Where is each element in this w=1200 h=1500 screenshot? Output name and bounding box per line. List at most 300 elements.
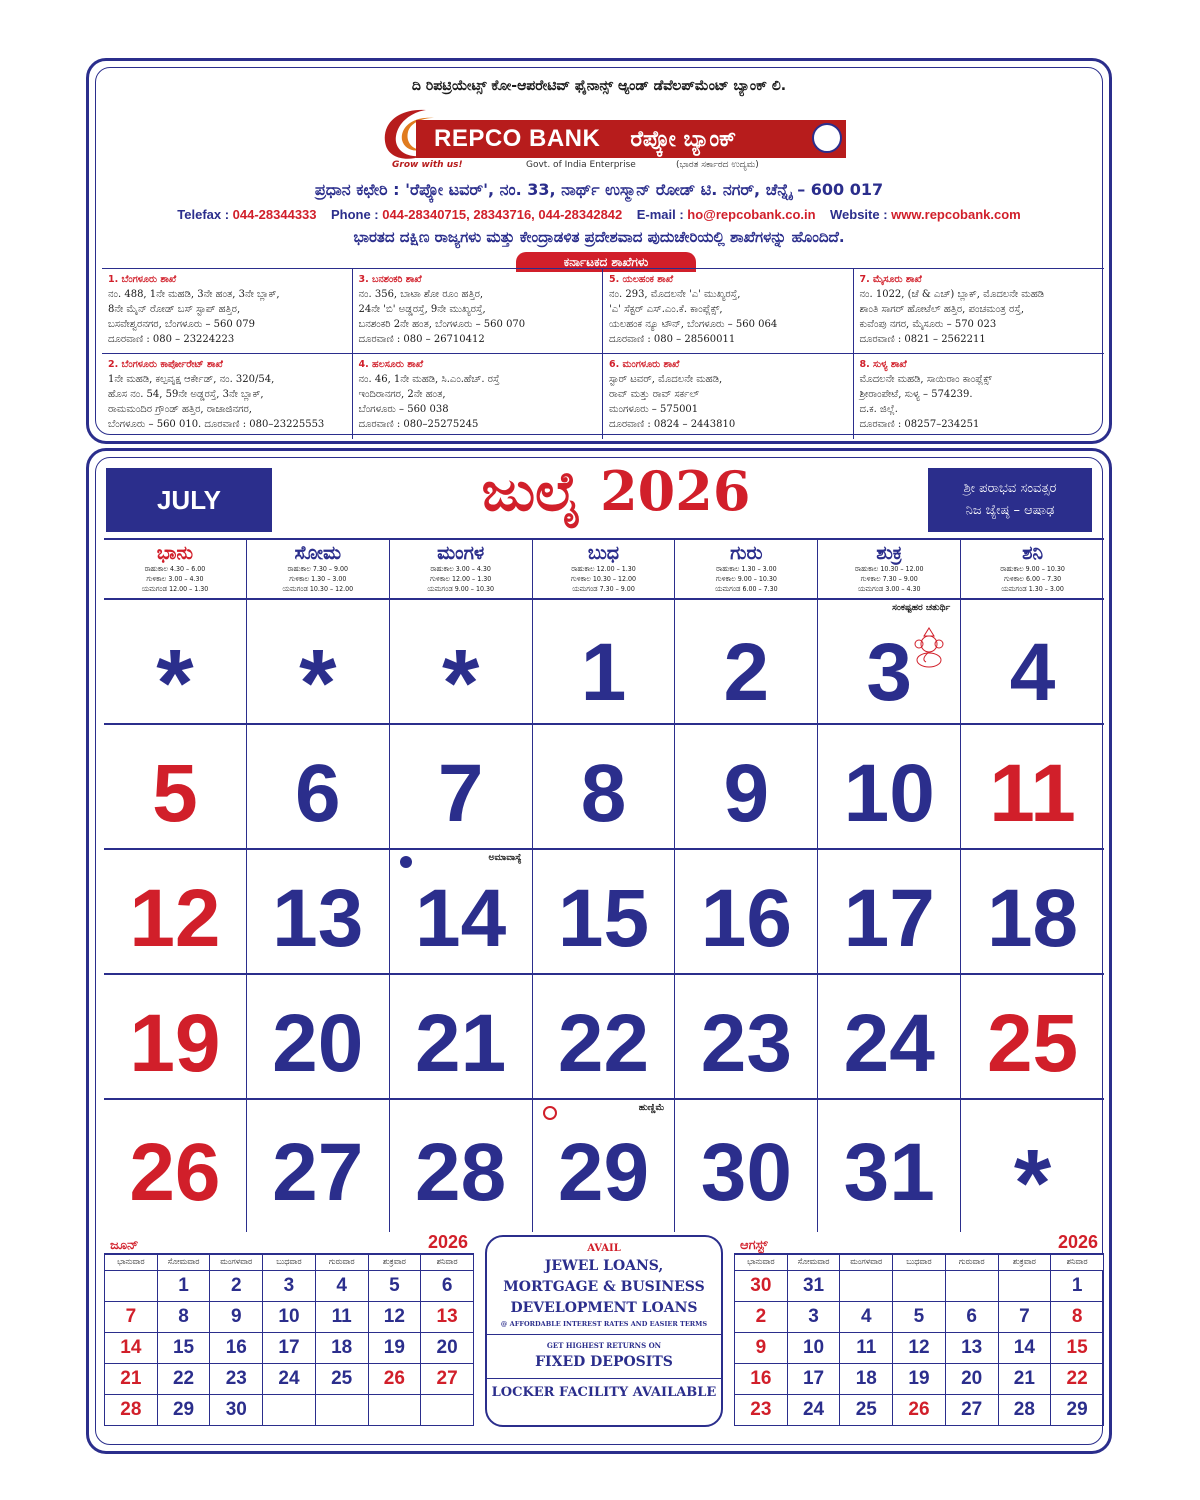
ad-loans-line: JEWEL LOANS, xyxy=(544,1258,664,1274)
mini-day xyxy=(368,1394,421,1425)
branch-card xyxy=(353,354,604,439)
mini-day: 6 xyxy=(945,1301,998,1332)
day-cell xyxy=(247,975,390,1098)
weekday-time: ಯಮಗಂಡ 1.30 – 3.00 xyxy=(1001,585,1064,593)
branch-line: ನಂ. 1022, (ಜೆ & ಎಚ್) ಬ್ಲಾಕ್, ಮೊದಲನೇ ಮಹಡಿ xyxy=(859,289,1045,300)
day-cell xyxy=(961,725,1104,848)
mini-weekday: ಗುರುವಾರ xyxy=(315,1254,368,1270)
mini-day: 10 xyxy=(263,1301,316,1332)
branch-line: ದೂರವಾಣಿ : 080 – 23224223 xyxy=(108,334,235,345)
weekday-header xyxy=(675,540,818,598)
weekday-time: ಗುಳಿಕಾಲ 12.00 – 1.30 xyxy=(430,575,492,583)
week-row xyxy=(104,850,1104,975)
day-number: 25 xyxy=(986,997,1079,1089)
mini-day: 25 xyxy=(315,1363,368,1394)
contact-line xyxy=(96,207,1102,222)
weekday-time: ಗುಳಿಕಾಲ 1.30 – 3.00 xyxy=(289,575,347,583)
day-number: 19 xyxy=(129,997,221,1089)
mini-weekday: ಭಾನುವಾರ xyxy=(105,1254,158,1270)
mini-day: 31 xyxy=(787,1270,840,1301)
govt-enterprise-kn: (ಭಾರತ ಸರ್ಕಾರದ ಉದ್ಯಮ) xyxy=(676,160,759,170)
day-cell xyxy=(675,600,818,732)
day-number: 18 xyxy=(986,872,1079,964)
branch-line: ರಾವ್ ಮತ್ತು ರಾವ್ ಸರ್ಕಲ್ xyxy=(609,389,700,400)
branch-line: ದೂರವಾಣಿ : 080–25275245 xyxy=(358,419,479,430)
day-cell xyxy=(818,1100,961,1232)
weekday-time: ರಾಹುಕಾಲ 1.30 – 3.00 xyxy=(716,565,777,573)
day-number: 28 xyxy=(415,1127,507,1218)
mini-calendar-august xyxy=(734,1229,1104,1426)
loan-advert xyxy=(485,1235,723,1427)
mini-day: 27 xyxy=(945,1394,998,1425)
weekday-header xyxy=(961,540,1104,598)
mini-table xyxy=(734,1253,1104,1426)
mini-day: 29 xyxy=(1051,1394,1104,1425)
mini-day: 21 xyxy=(105,1363,158,1394)
mini-day: 23 xyxy=(210,1363,263,1394)
branch-line: ಶಾಂತಿ ಸಾಗರ್ ಹೋಟೆಲ್ ಹತ್ತಿರ, ಪಂಚಮಂತ್ರ ರಸ್ತೆ, xyxy=(859,304,1025,315)
day-number: 14 xyxy=(415,872,507,964)
day-cell xyxy=(533,850,676,973)
mini-year: 2026 xyxy=(1057,1232,1098,1252)
ad-locker: LOCKER FACILITY AVAILABLE xyxy=(487,1378,721,1400)
weekday-time: ಗುಳಿಕಾಲ 3.00 – 4.30 xyxy=(146,575,204,583)
branch-line: ಬನಶಂಕರಿ 2ನೇ ಹಂತ, ಬೆಂಗಳೂರು – 560 070 xyxy=(358,319,526,330)
mini-day: 12 xyxy=(368,1301,421,1332)
mini-day: 28 xyxy=(998,1394,1051,1425)
day-note: ಹುಣ್ಣಿಮೆ xyxy=(638,1103,665,1113)
mini-calendar-june xyxy=(104,1229,474,1426)
day-cell xyxy=(961,975,1104,1098)
telefax-label: Telefax : xyxy=(177,207,233,222)
weekday-header xyxy=(247,540,390,598)
branch-line: 'ಎ' ಸೆಕ್ಟರ್ ಎಸ್.ಎಂ.ಕೆ. ಕಾಂಪ್ಲೆಕ್ಸ್, xyxy=(609,304,723,315)
branch-grid xyxy=(102,268,1104,439)
mini-week-row xyxy=(105,1332,474,1363)
day-number: 12 xyxy=(129,872,221,964)
day-cell xyxy=(961,850,1104,973)
day-note: ಅಮಾವಾಸ್ಯೆ xyxy=(488,853,522,863)
day-number: 7 xyxy=(437,747,484,839)
day-number: 3 xyxy=(866,627,913,718)
day-cell xyxy=(390,975,533,1098)
branch-line: ಯಲಹಂಕ ನ್ಯೂ ಟೌನ್, ಬೆಂಗಳೂರು – 560 064 xyxy=(609,319,778,330)
mini-day: 3 xyxy=(263,1270,316,1301)
telefax-value: 044-28344333 xyxy=(232,207,317,222)
day-number: 23 xyxy=(700,997,792,1089)
mini-weekday: ಶುಕ್ರವಾರ xyxy=(998,1254,1051,1270)
branch-line: ಶ್ರೀರಾಂಪೇಟೆ, ಸುಳ್ಯ – 574239. xyxy=(859,389,973,400)
branch-line: ನಂ. 293, ಮೊದಲನೇ 'ಎ' ಮುಖ್ಯರಸ್ತೆ, xyxy=(609,289,741,300)
branch-title: 7. ಮೈಸೂರು ಶಾಖೆ xyxy=(859,274,922,285)
mini-weekday: ಗುರುವಾರ xyxy=(945,1254,998,1270)
mini-day: 11 xyxy=(315,1301,368,1332)
weekday-time: ಗುಳಿಕಾಲ 6.00 – 7.30 xyxy=(1003,575,1062,583)
weekday-name: ಬುಧ xyxy=(587,542,620,564)
mini-weekday: ಸೋಮವಾರ xyxy=(157,1254,210,1270)
weekday-time: ಯಮಗಂಡ 3.00 – 4.30 xyxy=(857,585,921,593)
ad-fd: FIXED DEPOSITS xyxy=(535,1354,673,1370)
week-row xyxy=(104,600,1104,737)
ad-fd-pre: GET HIGHEST RETURNS ON xyxy=(546,1341,662,1350)
mini-day: 16 xyxy=(210,1332,263,1363)
branch-line: ನಂ. 46, 1ನೇ ಮಹಡಿ, ಸಿ.ಎಂ.ಹೆಚ್. ರಸ್ತೆ xyxy=(358,374,500,385)
mini-day: 14 xyxy=(998,1332,1051,1363)
month-grid xyxy=(104,538,1104,1237)
branch-line: ನಂ. 356, ಬಾಟಾ ಶೋ ರೂಂ ಹತ್ತಿರ, xyxy=(358,289,484,300)
samvat-year: ಶ್ರೀ ಪರಾಭವ ಸಂವತ್ಸರ xyxy=(963,481,1057,496)
weekday-name: ಶುಕ್ರ xyxy=(876,542,903,564)
mini-table xyxy=(104,1253,474,1426)
mini-day: 30 xyxy=(735,1270,788,1301)
mini-day: 23 xyxy=(735,1394,788,1425)
day-number: 1 xyxy=(580,627,627,718)
mini-day: 28 xyxy=(105,1394,158,1425)
day-cell xyxy=(247,725,390,848)
branch-line: ಬಸವೇಶ್ವರನಗರ, ಬೆಂಗಳೂರು – 560 079 xyxy=(108,319,256,330)
mini-week-row xyxy=(105,1301,474,1332)
samvat-box xyxy=(928,468,1092,532)
day-cell xyxy=(104,850,247,973)
day-number: 31 xyxy=(843,1127,935,1218)
weekday-time: ರಾಹುಕಾಲ 3.00 – 4.30 xyxy=(430,565,491,573)
weekday-header xyxy=(104,540,247,598)
day-number: 2 xyxy=(723,627,770,718)
mini-weekday: ಬುಧವಾರ xyxy=(263,1254,316,1270)
day-cell xyxy=(533,975,676,1098)
day-number: 27 xyxy=(272,1127,364,1218)
branch-line: ದ.ಕ. ಜಿಲ್ಲೆ. xyxy=(859,404,898,415)
phone-value: 044-28340715, 28343716, 044-28342842 xyxy=(382,207,623,222)
branch-line: ಬೆಂಗಳೂರು – 560 038 xyxy=(358,404,449,415)
email-value: ho@repcobank.co.in xyxy=(687,207,816,222)
day-number: 26 xyxy=(129,1127,221,1218)
day-number: * xyxy=(1013,1130,1052,1237)
branch-line: ರಾಮಮಂದಿರ ಗ್ರೌಂಡ್ ಹತ್ತಿರ, ರಾಜಾಜಿನಗರ, xyxy=(108,404,252,415)
mini-day: 15 xyxy=(157,1332,210,1363)
branch-line: ಇಂದಿರಾನಗರ, 2ನೇ ಹಂತ, xyxy=(358,389,446,400)
mini-day: 15 xyxy=(1051,1332,1104,1363)
weekday-time: ರಾಹುಕಾಲ 9.00 – 10.30 xyxy=(1000,565,1065,573)
mini-week-row xyxy=(105,1270,474,1301)
brand-bar xyxy=(416,120,846,158)
mini-day: 3 xyxy=(787,1301,840,1332)
society-name: ದಿ ರಿಪಟ್ರಿಯೇಟ್ಸ್ ಕೋ-ಆಪರೇಟಿವ್ ಫೈನಾನ್ಸ್ ಆ್ಯಂಡ್ ಡೆವೆಲಪ್‌ಮೆಂಟ್ ಬ್ಯಾಂಕ್ ಲಿ. xyxy=(411,78,787,94)
day-number: * xyxy=(441,630,480,737)
day-number: 6 xyxy=(294,747,341,839)
ad-fd-section xyxy=(487,1334,721,1370)
mini-day xyxy=(945,1270,998,1301)
day-number: 30 xyxy=(700,1127,792,1218)
branch-line: 24ನೇ 'ಬಿ' ಅಡ್ಡರಸ್ತೆ, 9ನೇ ಮುಖ್ಯರಸ್ತೆ, xyxy=(358,304,486,315)
karnataka-branches-badge: ಕರ್ನಾಟಕದ ಶಾಖೆಗಳು xyxy=(516,252,696,272)
week-row xyxy=(104,975,1104,1100)
week-row xyxy=(104,725,1104,850)
month-title: ಜುಲೈ 2026 xyxy=(481,459,751,523)
day-cell xyxy=(533,725,676,848)
day-cell xyxy=(533,1100,676,1232)
mini-day: 11 xyxy=(840,1332,893,1363)
day-number: * xyxy=(299,630,337,737)
mini-day: 29 xyxy=(157,1394,210,1425)
day-cell xyxy=(961,600,1104,732)
day-number: 5 xyxy=(152,747,198,839)
govt-enterprise-en: Govt. of India Enterprise xyxy=(526,160,636,170)
mini-day xyxy=(893,1270,946,1301)
branch-card xyxy=(102,354,353,439)
day-number: * xyxy=(156,630,194,737)
day-cell xyxy=(390,1100,533,1232)
ad-loans-line: DEVELOPMENT LOANS xyxy=(510,1300,698,1316)
day-number: 24 xyxy=(843,997,935,1089)
branch-line: ಬೆಂಗಳೂರು – 560 010. ದೂರವಾಣಿ : 080–23225553 xyxy=(108,419,325,430)
weekday-time: ಗುಳಿಕಾಲ 10.30 – 12.00 xyxy=(570,575,637,583)
day-number: 11 xyxy=(989,747,1076,839)
day-cell xyxy=(104,725,247,848)
mini-week-row xyxy=(735,1301,1104,1332)
mini-week-row xyxy=(735,1332,1104,1363)
branches-note: ಭಾರತದ ದಕ್ಷಿಣ ರಾಜ್ಯಗಳು ಮತ್ತು ಕೇಂದ್ರಾಡಳಿತ ಪ್ರದೇಶವಾದ ಪುದುಚೇರಿಯಲ್ಲಿ ಶಾಖೆಗಳನ್ನು ಹೊಂದಿದೆ. xyxy=(353,228,845,246)
mini-day xyxy=(998,1270,1051,1301)
branch-line: ಮಂಗಳೂರು – 575001 xyxy=(609,404,699,415)
day-cell xyxy=(675,1100,818,1232)
day-cell xyxy=(533,600,676,732)
weekday-time: ರಾಹುಕಾಲ 4.30 – 6.00 xyxy=(144,565,206,573)
mini-day: 1 xyxy=(1051,1270,1104,1301)
mini-week-row xyxy=(735,1363,1104,1394)
phone-label: Phone : xyxy=(330,207,383,222)
branch-line: ದೂರವಾಣಿ : 08257–234251 xyxy=(859,419,980,430)
mini-day: 5 xyxy=(368,1270,421,1301)
day-number: 9 xyxy=(723,747,770,839)
branch-line: ಮೊದಲನೇ ಮಹಡಿ, ಸಾಯಿರಾಂ ಕಾಂಪ್ಲೆಕ್ಸ್ xyxy=(859,374,992,385)
day-cell xyxy=(818,850,961,973)
weekday-time: ಯಮಗಂಡ 6.00 – 7.30 xyxy=(715,585,778,593)
mini-day: 2 xyxy=(735,1301,788,1332)
weekday-time: ರಾಹುಕಾಲ 7.30 – 9.00 xyxy=(287,565,349,573)
day-number: 15 xyxy=(557,872,650,964)
mini-weekday: ಶುಕ್ರವಾರ xyxy=(368,1254,421,1270)
weekday-time: ಯಮಗಂಡ 9.00 – 10.30 xyxy=(427,585,494,593)
weekday-name: ಗುರು xyxy=(730,542,763,564)
mini-day: 8 xyxy=(157,1301,210,1332)
bank-header-panel xyxy=(86,58,1112,444)
day-number: 4 xyxy=(1009,627,1056,718)
website-label: Website : xyxy=(830,207,892,222)
mini-day: 27 xyxy=(421,1363,474,1394)
calendar-panel xyxy=(86,448,1112,1454)
branch-title: 3. ಬನಶಂಕರಿ ಶಾಖೆ xyxy=(358,274,422,285)
ad-rates: @ AFFORDABLE INTEREST RATES AND EASIER TERMS xyxy=(500,1320,708,1328)
day-cell xyxy=(390,600,533,737)
mini-week-row xyxy=(105,1394,474,1425)
mini-day: 16 xyxy=(735,1363,788,1394)
branch-line: 8ನೇ ಮೈನ್ ರೋಡ್ ಬಸ್ ಸ್ಟಾಪ್ ಹತ್ತಿರ, xyxy=(108,304,241,315)
mini-day: 4 xyxy=(840,1301,893,1332)
weekday-header xyxy=(533,540,676,598)
day-cell xyxy=(818,725,961,848)
emblem-icon xyxy=(812,123,842,153)
branch-line: ಸ್ಟಾರ್ ಟವರ್, ಮೊದಲನೇ ಮಹಡಿ, xyxy=(609,374,723,385)
day-number: 22 xyxy=(557,997,650,1089)
mini-weekday: ಬುಧವಾರ xyxy=(893,1254,946,1270)
mini-day xyxy=(105,1270,158,1301)
branch-line: ದೂರವಾಣಿ : 0824 – 2443810 xyxy=(609,419,736,430)
brand-name-kn: ರೆಪ್ಕೋ ಬ್ಯಾಂಕ್ xyxy=(630,126,737,152)
mini-header xyxy=(104,1229,474,1253)
day-note: ಸಂಕಷ್ಟಹರ ಚತುರ್ಥಿ xyxy=(892,603,951,613)
mini-day xyxy=(263,1394,316,1425)
day-number: 10 xyxy=(843,747,935,839)
mini-weekday: ಮಂಗಳವಾರ xyxy=(210,1254,263,1270)
branch-card xyxy=(353,269,604,354)
full-moon-icon xyxy=(543,1106,557,1120)
mini-month-name: ಆಗಸ್ಟ್ xyxy=(740,1238,768,1253)
branch-line: ಹೊಸ ನಂ. 54, 59ನೇ ಅಡ್ಡರಸ್ತೆ, 3ನೇ ಬ್ಲಾಕ್, xyxy=(108,389,264,400)
day-cell xyxy=(104,975,247,1098)
day-cell xyxy=(675,725,818,848)
branch-card xyxy=(102,269,353,354)
mini-weekday: ಮಂಗಳವಾರ xyxy=(840,1254,893,1270)
mini-weekday: ಶನಿವಾರ xyxy=(421,1254,474,1270)
mini-day: 20 xyxy=(421,1332,474,1363)
mini-week-row xyxy=(735,1394,1104,1425)
mini-month-name: ಜೂನ್ xyxy=(110,1238,139,1253)
new-moon-icon xyxy=(400,856,412,868)
mini-week-row xyxy=(105,1363,474,1394)
mini-day: 17 xyxy=(787,1363,840,1394)
branch-card xyxy=(854,354,1105,439)
mini-day: 7 xyxy=(998,1301,1051,1332)
mini-day xyxy=(315,1394,368,1425)
mini-day: 12 xyxy=(893,1332,946,1363)
mini-weekday: ಸೋಮವಾರ xyxy=(787,1254,840,1270)
weekday-time: ಗುಳಿಕಾಲ 7.30 – 9.00 xyxy=(860,575,918,583)
mini-day: 2 xyxy=(210,1270,263,1301)
ad-loans xyxy=(487,1256,721,1319)
mini-day: 13 xyxy=(421,1301,474,1332)
branch-card xyxy=(603,269,854,354)
week-rows xyxy=(104,600,1104,1237)
branch-line: ಕುವೆಂಪು ನಗರ, ಮೈಸೂರು – 570 023 xyxy=(859,319,997,330)
weekday-header-row xyxy=(104,540,1104,600)
week-row xyxy=(104,1100,1104,1237)
day-cell xyxy=(247,600,390,737)
branch-card xyxy=(603,354,854,439)
mini-day: 8 xyxy=(1051,1301,1104,1332)
mini-day: 17 xyxy=(263,1332,316,1363)
day-cell xyxy=(675,975,818,1098)
day-cell xyxy=(104,1100,247,1232)
mini-day: 22 xyxy=(1051,1363,1104,1394)
mini-day: 21 xyxy=(998,1363,1051,1394)
mini-day: 5 xyxy=(893,1301,946,1332)
weekday-time: ರಾಹುಕಾಲ 12.00 – 1.30 xyxy=(571,565,636,573)
weekday-time: ಗುಳಿಕಾಲ 9.00 – 10.30 xyxy=(715,575,777,583)
email-label: E-mail : xyxy=(636,207,688,222)
mini-day: 30 xyxy=(210,1394,263,1425)
weekday-time: ಯಮಗಂಡ 10.30 – 12.00 xyxy=(282,585,354,593)
mini-day: 4 xyxy=(315,1270,368,1301)
weekday-name: ಭಾನು xyxy=(156,542,194,564)
day-number: 8 xyxy=(580,747,627,839)
branch-title: 5. ಯಲಹಂಕ ಶಾಖೆ xyxy=(609,274,674,285)
mini-day: 22 xyxy=(157,1363,210,1394)
mini-day: 18 xyxy=(840,1363,893,1394)
weekday-name: ಮಂಗಳ xyxy=(437,542,485,564)
branch-line: ದೂರವಾಣಿ : 080 – 28560011 xyxy=(609,334,736,345)
day-number: 13 xyxy=(272,872,364,964)
mini-day: 7 xyxy=(105,1301,158,1332)
mini-day: 6 xyxy=(421,1270,474,1301)
ganesha-icon xyxy=(912,626,946,668)
branch-title: 4. ಹಲಸೂರು ಶಾಖೆ xyxy=(358,359,424,370)
mini-day: 24 xyxy=(263,1363,316,1394)
mini-day: 19 xyxy=(893,1363,946,1394)
mini-day: 19 xyxy=(368,1332,421,1363)
weekday-header xyxy=(390,540,533,598)
day-cell xyxy=(961,1100,1104,1237)
day-cell xyxy=(818,975,961,1098)
mini-day: 13 xyxy=(945,1332,998,1363)
mini-day: 1 xyxy=(157,1270,210,1301)
weekday-time: ಯಮಗಂಡ 12.00 – 1.30 xyxy=(141,585,209,593)
day-cell xyxy=(675,850,818,973)
day-cell xyxy=(390,725,533,848)
weekday-time: ಯಮಗಂಡ 7.30 – 9.00 xyxy=(572,585,635,593)
day-cell xyxy=(247,1100,390,1232)
weekday-time: ರಾಹುಕಾಲ 10.30 – 12.00 xyxy=(854,565,924,573)
mini-year: 2026 xyxy=(427,1232,468,1252)
bank-header-inner xyxy=(95,67,1103,435)
day-cell xyxy=(104,600,247,737)
day-number: 21 xyxy=(415,997,507,1089)
bank-logo xyxy=(376,102,846,170)
day-number: 20 xyxy=(272,997,364,1089)
mini-day: 26 xyxy=(893,1394,946,1425)
day-number: 17 xyxy=(843,872,935,964)
day-cell xyxy=(390,850,533,973)
brand-name-en: REPCO BANK xyxy=(434,125,601,152)
branch-title: 2. ಬೆಂಗಳೂರು ಕಾರ್ಪೋರೇಟ್ ಶಾಖೆ xyxy=(108,359,223,370)
mini-day: 25 xyxy=(840,1394,893,1425)
month-en-box: JULY xyxy=(106,468,272,532)
mini-header xyxy=(734,1229,1104,1253)
weekday-name: ಶನಿ xyxy=(1022,542,1044,564)
branch-title: 8. ಸುಳ್ಯ ಶಾಖೆ xyxy=(859,359,907,370)
day-cell xyxy=(247,850,390,973)
mini-weekday: ಶನಿವಾರ xyxy=(1051,1254,1104,1270)
mini-day: 20 xyxy=(945,1363,998,1394)
mini-day: 14 xyxy=(105,1332,158,1363)
weekday-name: ಸೋಮ xyxy=(294,542,342,564)
website-value: www.repcobank.com xyxy=(891,207,1021,222)
head-office-address: ಪ್ರಧಾನ ಕಛೇರಿ : 'ರೆಪ್ಕೋ ಟವರ್', ನಂ. 33, ನಾರ್ಥ್ ಉಸ್ಮಾನ್ ರೋಡ್ ಟಿ. ನಗರ್, ಚೆನ್ನೈ – 600 017 xyxy=(314,180,884,199)
mini-week-row xyxy=(735,1270,1104,1301)
mini-day: 24 xyxy=(787,1394,840,1425)
mini-day: 18 xyxy=(315,1332,368,1363)
day-number: 16 xyxy=(700,872,792,964)
day-cell xyxy=(818,600,961,732)
branch-line: ದೂರವಾಣಿ : 0821 – 2562211 xyxy=(859,334,986,345)
branch-line: ದೂರವಾಣಿ : 080 – 26710412 xyxy=(358,334,485,345)
mini-day xyxy=(421,1394,474,1425)
mini-day: 9 xyxy=(210,1301,263,1332)
branch-line: 1ನೇ ಮಹಡಿ, ಕಲ್ಪವೃಕ್ಷ ಆರ್ಕೇಡ್, ನಂ. 320/54, xyxy=(108,374,275,385)
mini-day: 10 xyxy=(787,1332,840,1363)
ad-avail: AVAIL xyxy=(587,1243,621,1254)
branch-line: ನಂ. 488, 1ನೇ ಮಹಡಿ, 3ನೇ ಹಂತ, 3ನೇ ಬ್ಲಾಕ್, xyxy=(108,289,280,300)
